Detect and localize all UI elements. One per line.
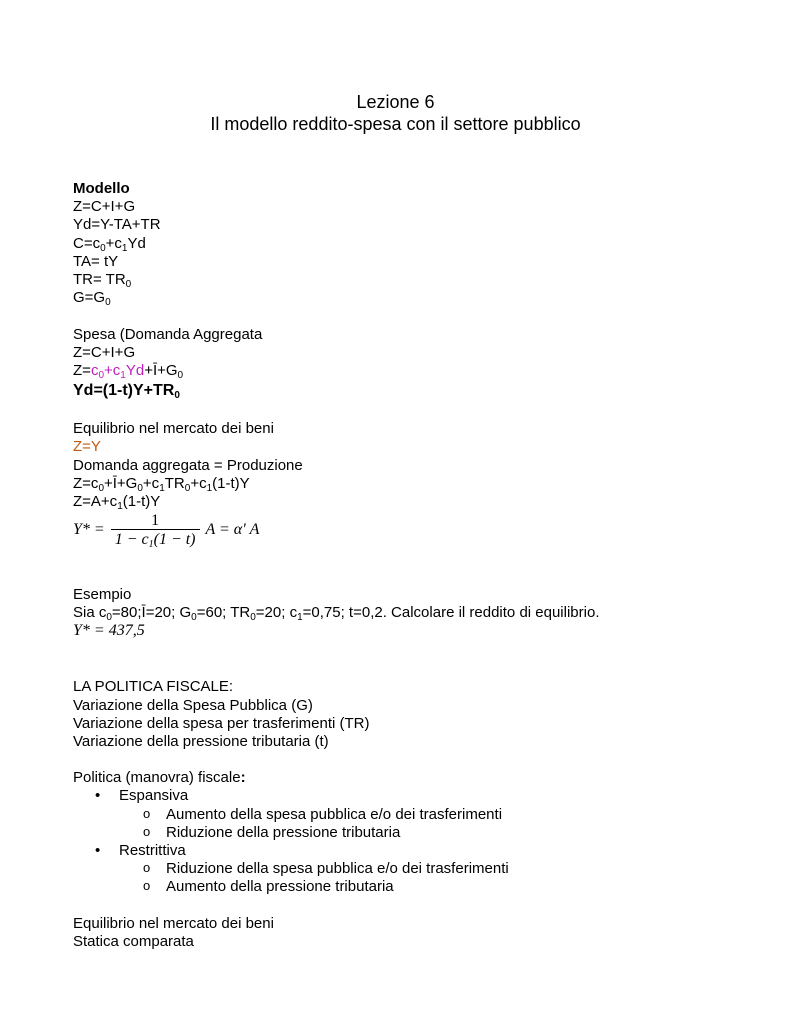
footer-line-1: Equilibrio nel mercato dei beni xyxy=(73,914,274,932)
equilibrio-formula xyxy=(73,511,753,549)
formula-lhs: Y* = xyxy=(73,521,105,539)
equilibrio-dom: Domanda aggregata = Produzione xyxy=(73,456,303,474)
formula-denominator: $1 - c_1(1 - t)$ xyxy=(111,529,200,548)
equilibrio-eq-z: $Z=c_0+Ī+G_0+c_1TR_0+c_1(1-t)Y$ xyxy=(73,474,250,494)
esempio-heading: Esempio xyxy=(73,585,132,603)
list-item: o Aumento della pressione tributaria xyxy=(73,878,753,896)
spesa-heading: Spesa (Domanda Aggregata xyxy=(73,325,263,343)
esempio-result: Y* = 437,5 xyxy=(73,621,145,639)
formula-fraction xyxy=(111,512,200,551)
model-eq-yd: Yd=Y-TA+TR xyxy=(73,216,161,234)
formula-numerator: 1 xyxy=(151,512,160,530)
equilibrio-eq-za: $Z=A+c_1(1-t)Y$ xyxy=(73,493,161,512)
politica-item-tr: Variazione della spesa per trasferimenti (TR) xyxy=(73,714,370,732)
lesson-number: Lezione 6 xyxy=(356,92,435,112)
list-item: o Riduzione della pressione tributaria xyxy=(73,824,753,842)
model-eq-g: $G=G_0$ xyxy=(73,289,111,309)
document-body xyxy=(73,180,753,951)
list-item: o Riduzione della spesa pubblica e/o dei trasferimenti xyxy=(73,860,753,878)
spesa-eq-yd: $Yd=(1-t)Y+TR_0$ xyxy=(73,382,180,402)
lesson-title: Il modello reddito-spesa con il settore pubblico xyxy=(210,114,581,134)
formula-rhs: A = α' A xyxy=(205,521,260,539)
footer-line-2: Statica comparata xyxy=(73,932,194,950)
list-item: o Aumento della spesa pubblica e/o dei trasferimenti xyxy=(73,806,753,824)
equilibrio-heading: Equilibrio nel mercato dei beni xyxy=(73,420,274,438)
model-eq-z: Z=C+I+G xyxy=(73,198,136,216)
politica-heading: LA POLITICA FISCALE: xyxy=(73,678,234,696)
esempio-text: Sia $c_0=80;Ī=20$; $G_0=60$; $TR_0=20$; $c_1=0,75$; t=0,2. Calcolare il reddito di equilibrio. xyxy=(73,603,600,623)
politica-item-g: Variazione della Spesa Pubblica (G) xyxy=(73,696,313,714)
spesa-eq-z: Z=C+I+G xyxy=(73,343,136,361)
model-eq-tr: $TR= TR_0$ xyxy=(73,270,132,290)
manovra-heading: Politica (manovra) fiscale: xyxy=(73,769,246,787)
list-item-espansiva: • Espansiva xyxy=(73,787,753,805)
spesa-eq-z-expanded: $Z=c_0+c_1Yd+Ī+G_0$ xyxy=(73,361,184,381)
politica-item-t: Variazione della pressione tributaria (t) xyxy=(73,732,329,750)
manovra-list xyxy=(73,787,753,896)
model-heading: Modello xyxy=(73,180,130,197)
equilibrio-zy: Z=Y xyxy=(73,438,101,456)
model-eq-ta: TA= tY xyxy=(73,252,119,270)
model-eq-c: $C=c_0+c_1Yd$ xyxy=(73,234,146,254)
list-item-restrittiva: • Restrittiva xyxy=(73,842,753,860)
